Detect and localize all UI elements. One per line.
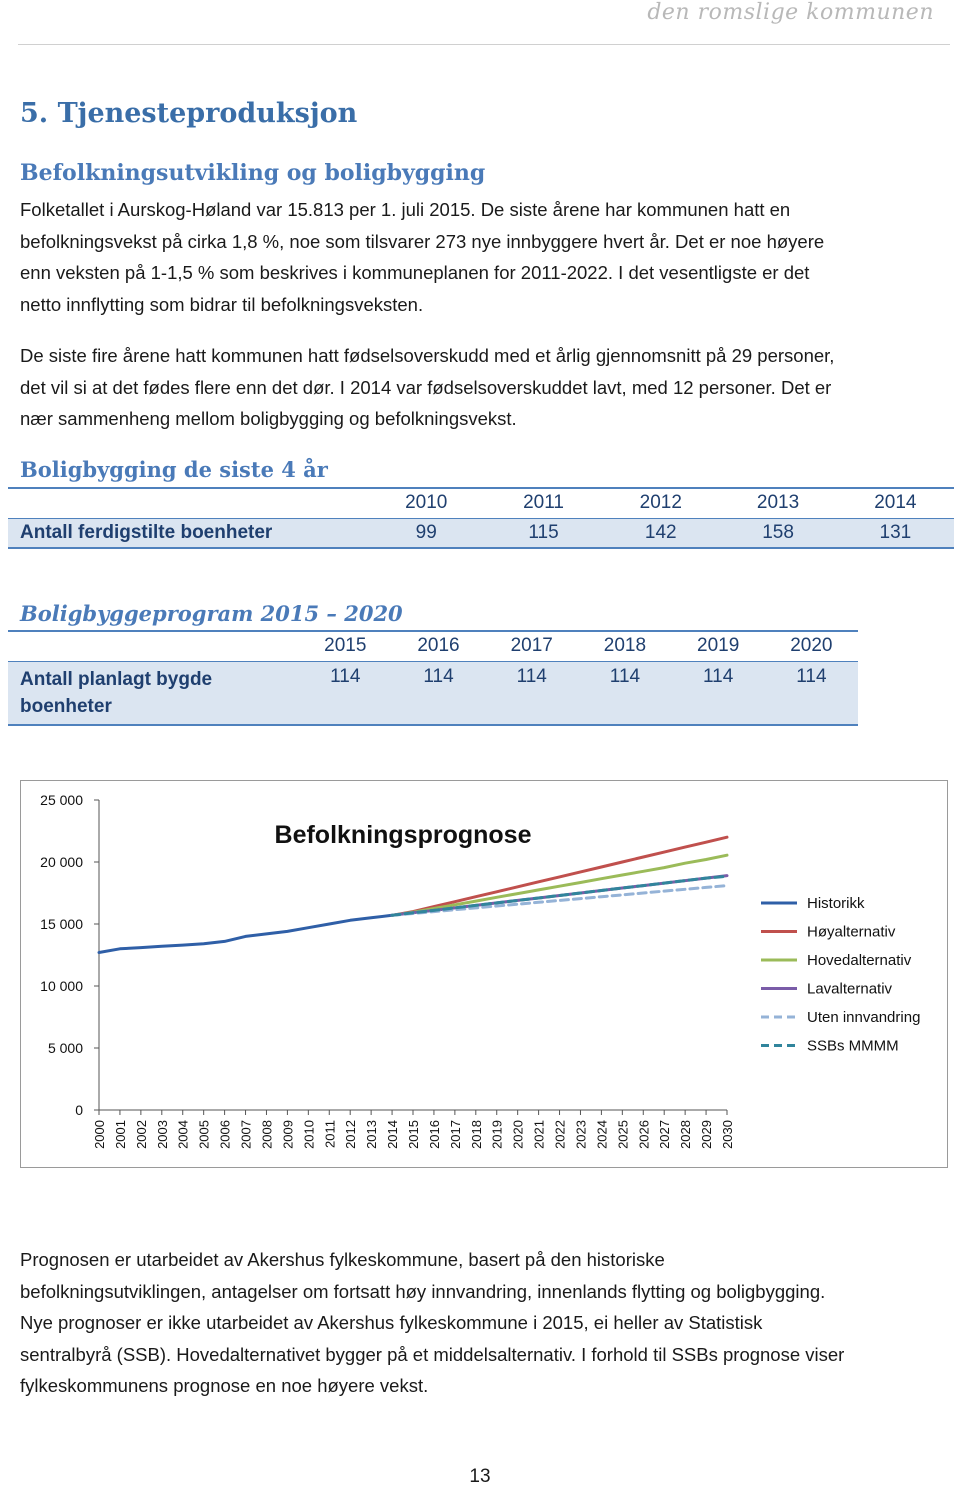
year-cell: 2019 [697,635,740,657]
legend-label: Uten innvandring [807,1009,921,1026]
x-tick-label: 2026 [636,1120,652,1149]
paragraph-line: Nye prognoser er ikke utarbeidet av Akershus fylkeskommune i 2015, ei heller av Statistisk [20,1312,763,1333]
y-tick-label: 25 000 [40,792,83,808]
table1-title: Boligbygging de siste 4 år [20,457,328,482]
table-corner-cell [8,488,368,518]
table-row [8,518,954,548]
value-cell: 114 [703,665,734,687]
x-tick-label: 2021 [531,1120,547,1149]
population-chart [20,780,948,1168]
x-tick-label: 2010 [301,1120,317,1149]
x-tick-label: 2011 [322,1120,338,1148]
housing-built-table [8,487,954,549]
x-tick-label: 2014 [385,1120,401,1149]
year-cell: 2013 [756,492,800,514]
x-tick-label: 2005 [196,1120,212,1149]
row-label-line: Antall planlagt bygde [20,668,213,690]
row-label [8,661,299,725]
row-label: Antall ferdigstilte boenheter [20,521,273,543]
series-line [99,915,392,952]
value-cell: 114 [516,665,547,687]
x-tick-label: 2022 [552,1120,568,1149]
year-cell: 2018 [603,635,647,657]
x-tick-label: 2028 [678,1120,694,1149]
paragraph-population [20,194,940,320]
section-title: 5. Tjenesteproduksjon [20,98,358,129]
table-header-row [8,631,858,661]
table-corner-cell [8,631,299,661]
paragraph-line: Prognosen er utarbeidet av Akershus fylkeskommune, basert på den historiske [20,1249,665,1270]
row-label-line: boenheter [20,695,112,717]
y-tick-label: 5 000 [47,1040,83,1056]
y-tick-label: 0 [75,1102,83,1118]
legend-label: Hovedalternativ [807,952,912,969]
x-tick-label: 2008 [259,1120,275,1149]
paragraph-line: enn veksten på 1-1,5 % som beskrives i kommuneplanen for 2011-2022. I det vesentligste er det [20,262,810,283]
year-cell: 2017 [510,635,553,657]
year-cell: 2012 [639,492,682,514]
value-cell: 114 [609,665,641,687]
value-cell: 114 [796,665,827,687]
x-tick-label: 2007 [238,1120,254,1149]
series-line [392,876,727,915]
value-cell: 131 [879,521,912,543]
paragraph-line: nær sammenheng mellom boligbygging og befolkningsvekst. [20,408,517,429]
population-chart-svg [21,781,947,1167]
legend-label: Historikk [807,895,865,912]
x-tick-label: 2030 [720,1120,735,1149]
x-tick-label: 2024 [594,1120,610,1149]
y-tick-label: 20 000 [40,854,83,870]
paragraph-line: befolkningsvekst på cirka 1,8 %, noe som tilsvarer 273 nye innbyggere hvert år. Det er noe høyere [20,230,825,252]
paragraph-line: netto innflytting som bidrar til befolkningsveksten. [20,293,424,315]
x-tick-label: 2009 [280,1120,296,1149]
value-cell: 114 [423,665,454,687]
x-tick-label: 2018 [468,1120,484,1149]
legend-label: Lavalternativ [807,980,893,998]
year-cell: 2010 [405,492,448,514]
header-logo: den romslige kommunen [647,0,934,25]
value-cell: 142 [644,521,677,543]
x-tick-label: 2017 [447,1120,463,1149]
x-tick-label: 2029 [699,1120,715,1149]
chart-title: Befolkningsprognose [274,821,532,849]
paragraph-line: befolkningsutviklingen, antagelser om fortsatt høy innvandring, innenlands flytting og boligbygging. [20,1280,826,1302]
x-tick-label: 2003 [154,1120,170,1149]
x-tick-label: 2013 [364,1120,380,1149]
table-header-row [8,488,954,518]
series-line [392,855,727,915]
paragraph-forecast [20,1244,940,1402]
legend-label: SSBs MMMM [807,1037,899,1055]
x-tick-label: 2006 [217,1120,233,1149]
x-tick-label: 2016 [426,1120,442,1149]
header-divider [18,44,950,45]
legend-label: Høyalternativ [807,923,896,941]
y-tick-label: 10 000 [40,978,83,994]
x-tick-label: 2023 [573,1120,589,1149]
paragraph-line: det vil si at det fødes flere enn det dør. I 2014 var fødselsoverskuddet lavt, med 12 personer. Det er [20,376,832,398]
page-number: 13 [469,1466,491,1487]
x-tick-label: 2019 [489,1120,505,1149]
x-tick-label: 2002 [133,1120,149,1149]
x-tick-label: 2000 [92,1120,107,1149]
year-cell: 2015 [324,635,367,657]
x-tick-label: 2020 [510,1120,526,1149]
year-cell: 2011 [523,492,564,514]
x-tick-label: 2001 [112,1120,128,1149]
value-cell: 114 [330,665,361,687]
year-cell: 2014 [874,492,917,514]
paragraph-line: De siste fire årene hatt kommunen hatt fødselsoverskudd med et årlig gjennomsnitt på 29 personer, [20,345,835,366]
subsection-title: Befolkningsutvikling og boligbygging [20,160,486,186]
paragraph-line: sentralbyrå (SSB). Hovedalternativet bygger på et middelsalternativ. I forhold til SSBs prognose viser [20,1343,845,1365]
x-tick-label: 2027 [657,1120,673,1149]
x-tick-label: 2025 [615,1120,631,1149]
value-cell: 99 [415,521,437,543]
paragraph-line: fylkeskommunens prognose en noe høyere vekst. [20,1375,429,1396]
paragraph-births [20,340,940,435]
value-cell: 158 [762,521,794,543]
table-row [8,661,858,725]
x-tick-label: 2015 [406,1120,421,1149]
x-tick-label: 2012 [343,1120,359,1149]
year-cell: 2016 [417,635,460,657]
paragraph-line: Folketallet i Aurskog-Høland var 15.813 per 1. juli 2015. De siste årene har kommunen hatt en [20,199,791,220]
x-tick-label: 2004 [175,1120,191,1149]
table2-title: Boligbyggeprogram 2015 – 2020 [20,601,403,626]
housing-plan-table [8,630,858,726]
year-cell: 2020 [790,635,833,657]
value-cell: 115 [528,521,559,543]
y-tick-label: 15 000 [40,916,83,932]
